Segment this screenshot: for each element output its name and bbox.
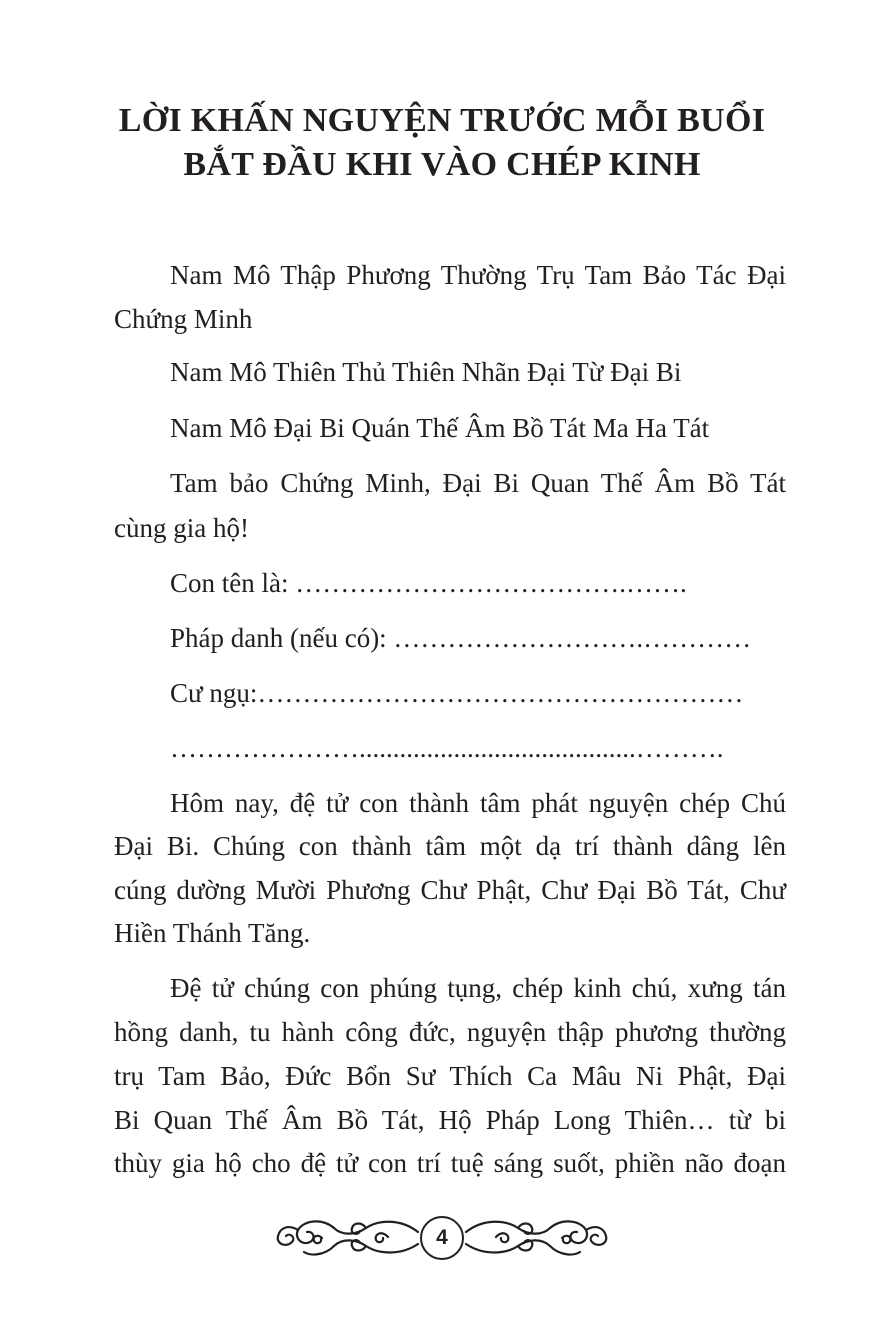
page-footer: [270, 1212, 614, 1272]
invocation-line-1-cont: Chứng Minh: [114, 304, 253, 334]
dedication-paragraph-line-3: trụ Tam Bảo, Đức Bổn Sư Thích Ca Mâu Ni Phật, Đại: [114, 1061, 786, 1091]
name-field: Con tên là: ……………………………….…….: [170, 568, 687, 598]
vow-paragraph-line-4: Hiền Thánh Tăng.: [114, 918, 311, 948]
vow-paragraph-line-2: Đại Bi. Chúng con thành tâm một dạ trí thành dâng lên: [114, 831, 786, 861]
residence-field-cont: ………………….........................................……….: [170, 733, 724, 763]
dedication-paragraph-line-2: hồng danh, tu hành công đức, nguyện thập phương thường: [114, 1017, 786, 1047]
invocation-line-4-cont: cùng gia hộ!: [114, 513, 249, 543]
page-title-line-1: LỜI KHẤN NGUYỆN TRƯỚC MỖI BUỔI: [118, 102, 766, 139]
invocation-line-4: Tam bảo Chứng Minh, Đại Bi Quan Thế Âm Bồ Tát: [170, 468, 786, 498]
page-number: 4: [420, 1216, 464, 1260]
invocation-line-2: Nam Mô Thiên Thủ Thiên Nhãn Đại Từ Đại Bi: [170, 357, 682, 387]
residence-field: Cư ngụ:………………………………………………: [170, 678, 744, 708]
page-title-line-2: BẮT ĐẦU KHI VÀO CHÉP KINH: [183, 146, 701, 183]
vow-paragraph-line-1: Hôm nay, đệ tử con thành tâm phát nguyện chép Chú: [170, 788, 786, 818]
dharma-name-field: Pháp danh (nếu có): ……………………….…………: [170, 623, 752, 653]
vow-paragraph-line-3: cúng dường Mười Phương Chư Phật, Chư Đại Bồ Tát, Chư: [114, 875, 786, 905]
invocation-line-3: Nam Mô Đại Bi Quán Thế Âm Bồ Tát Ma Ha Tát: [170, 413, 710, 443]
dedication-paragraph-line-5: thùy gia hộ cho đệ tử con trí tuệ sáng suốt, phiền não đoạn: [114, 1148, 786, 1178]
dedication-paragraph-line-4: Bi Quan Thế Âm Bồ Tát, Hộ Pháp Long Thiên… từ bi: [114, 1105, 786, 1135]
invocation-line-1: Nam Mô Thập Phương Thường Trụ Tam Bảo Tác Đại: [170, 260, 786, 290]
dedication-paragraph-line-1: Đệ tử chúng con phúng tụng, chép kinh chú, xưng tán: [170, 973, 786, 1003]
